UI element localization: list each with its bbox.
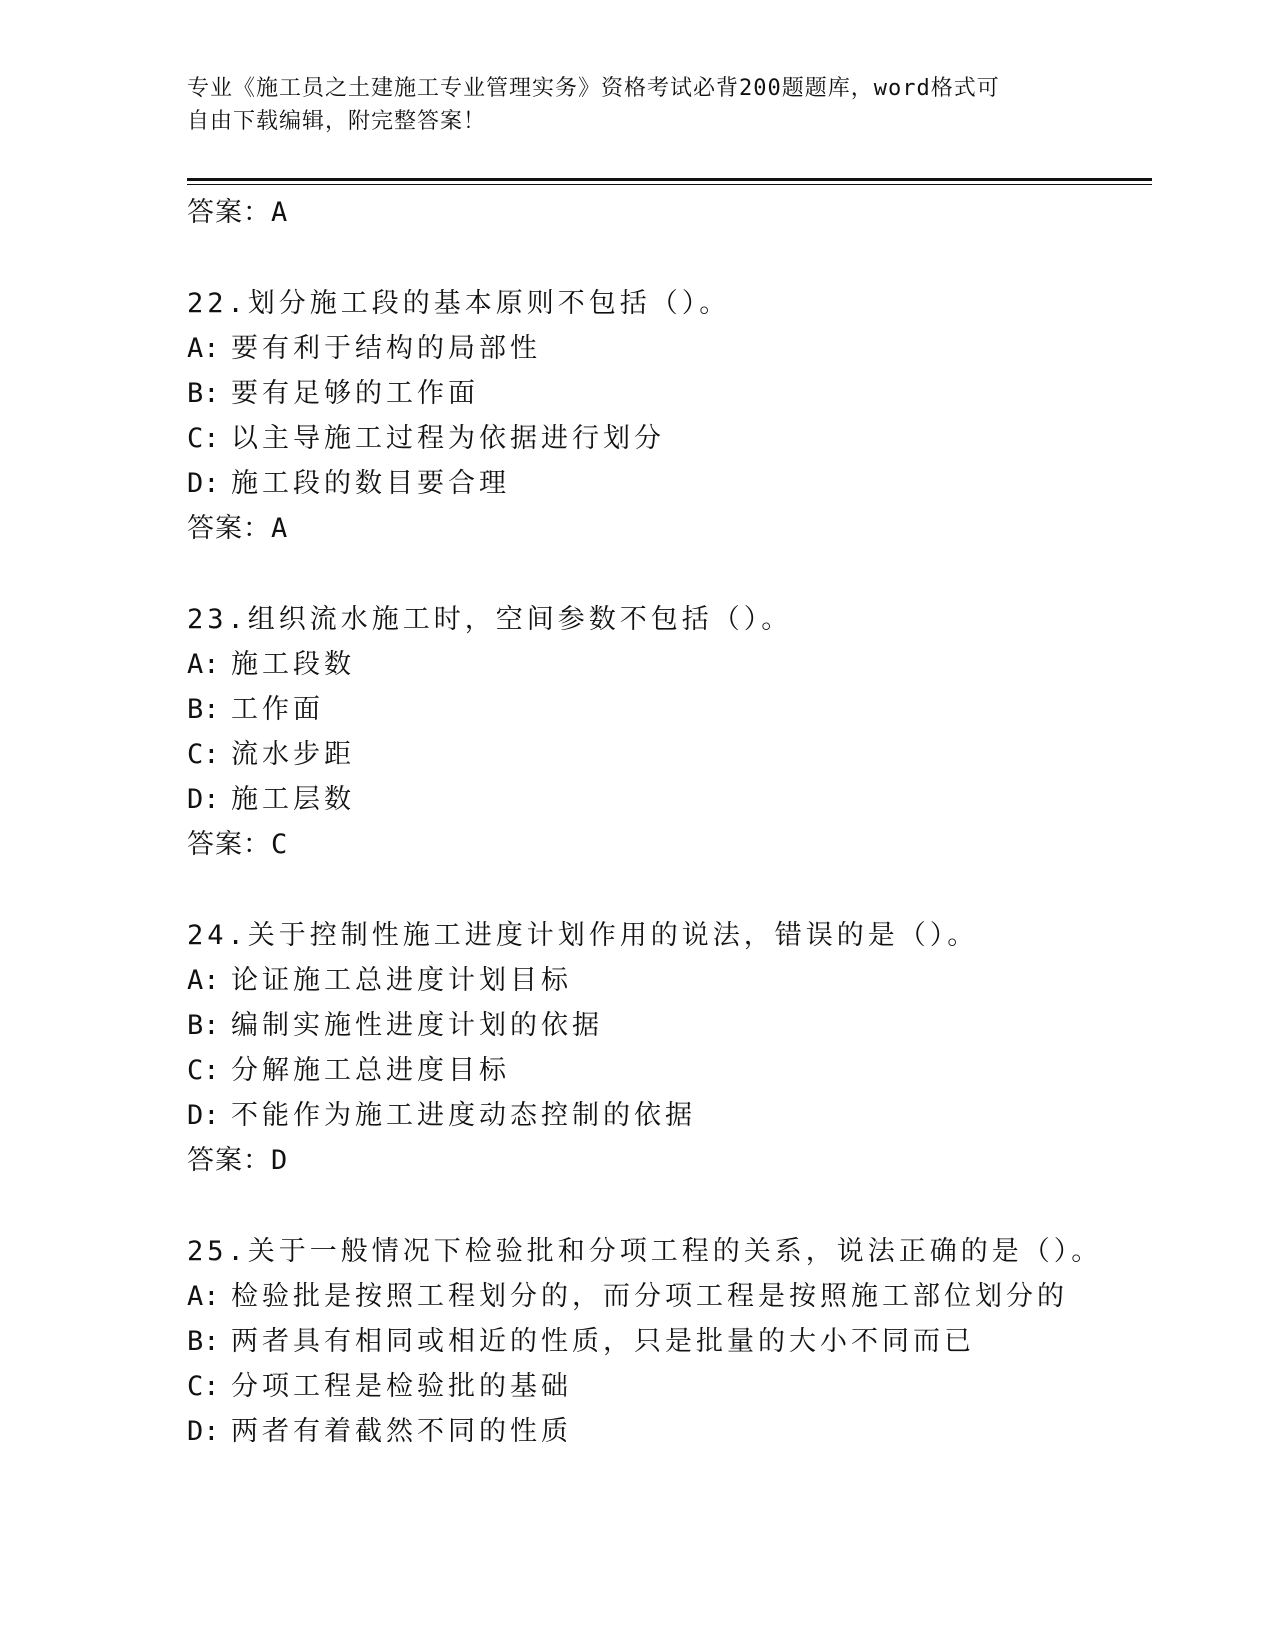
option-text: 要有足够的工作面 [231,378,479,409]
option-key: C: [187,423,220,454]
option-text: 分项工程是检验批的基础 [231,1371,572,1402]
option-b [187,371,1152,416]
option-text: 以主导施工过程为依据进行划分 [231,423,665,454]
question-25 [187,1229,1152,1454]
option-key: D: [187,468,220,499]
option-c [187,732,1152,777]
option-c [187,1048,1152,1093]
header-divider-thin [187,184,1152,185]
question-22 [187,281,1152,551]
question-title: 25.关于一般情况下检验批和分项工程的关系，说法正确的是（）。 [187,1236,1103,1267]
header-divider-thick [187,178,1152,181]
option-text: 不能作为施工进度动态控制的依据 [231,1100,696,1131]
option-key: D: [187,1100,220,1131]
option-text: 要有利于结构的局部性 [231,333,541,364]
option-b [187,1003,1152,1048]
option-key: A: [187,965,220,996]
option-text: 施工段的数目要合理 [231,468,510,499]
option-key: D: [187,784,220,815]
option-key: A: [187,649,220,680]
option-text: 论证施工总进度计划目标 [231,965,572,996]
answer: 答案：D [187,1145,289,1176]
option-key: C: [187,1055,220,1086]
option-c [187,416,1152,461]
document-header [187,72,1067,138]
option-key: B: [187,378,220,409]
option-a [187,642,1152,687]
answer: 答案：C [187,829,289,860]
option-text: 两者具有相同或相近的性质，只是批量的大小不同而已 [231,1326,975,1357]
question-23 [187,597,1152,867]
option-c [187,1364,1152,1409]
option-d [187,777,1152,822]
option-a [187,1274,1152,1319]
option-d [187,1093,1152,1138]
answer-previous: 答案：A [187,197,289,228]
option-key: C: [187,739,220,770]
answer: 答案：A [187,513,289,544]
question-24 [187,913,1152,1183]
option-text: 工作面 [231,694,324,725]
option-b [187,687,1152,732]
option-text: 分解施工总进度目标 [231,1055,510,1086]
option-key: B: [187,1326,220,1357]
option-text: 两者有着截然不同的性质 [231,1416,572,1447]
option-text: 检验批是按照工程划分的，而分项工程是按照施工部位划分的 [231,1281,1068,1312]
header-line-1: 专业《施工员之土建施工专业管理实务》资格考试必背200题题库，word格式可 [187,76,1000,101]
option-d [187,1409,1152,1454]
question-title: 22.划分施工段的基本原则不包括（）。 [187,288,731,319]
header-line-2: 自由下载编辑，附完整答案！ [187,109,487,134]
option-text: 编制实施性进度计划的依据 [231,1010,603,1041]
option-text: 施工层数 [231,784,355,815]
option-key: C: [187,1371,220,1402]
option-text: 施工段数 [231,649,355,680]
option-key: A: [187,1281,220,1312]
option-b [187,1319,1152,1364]
option-key: D: [187,1416,220,1447]
question-title: 23.组织流水施工时，空间参数不包括（）。 [187,604,793,635]
question-title: 24.关于控制性施工进度计划作用的说法，错误的是（）。 [187,920,979,951]
option-d [187,461,1152,506]
option-text: 流水步距 [231,739,355,770]
option-a [187,326,1152,371]
question-list [187,190,1152,1454]
option-a [187,958,1152,1003]
option-key: A: [187,333,220,364]
option-key: B: [187,1010,220,1041]
option-key: B: [187,694,220,725]
